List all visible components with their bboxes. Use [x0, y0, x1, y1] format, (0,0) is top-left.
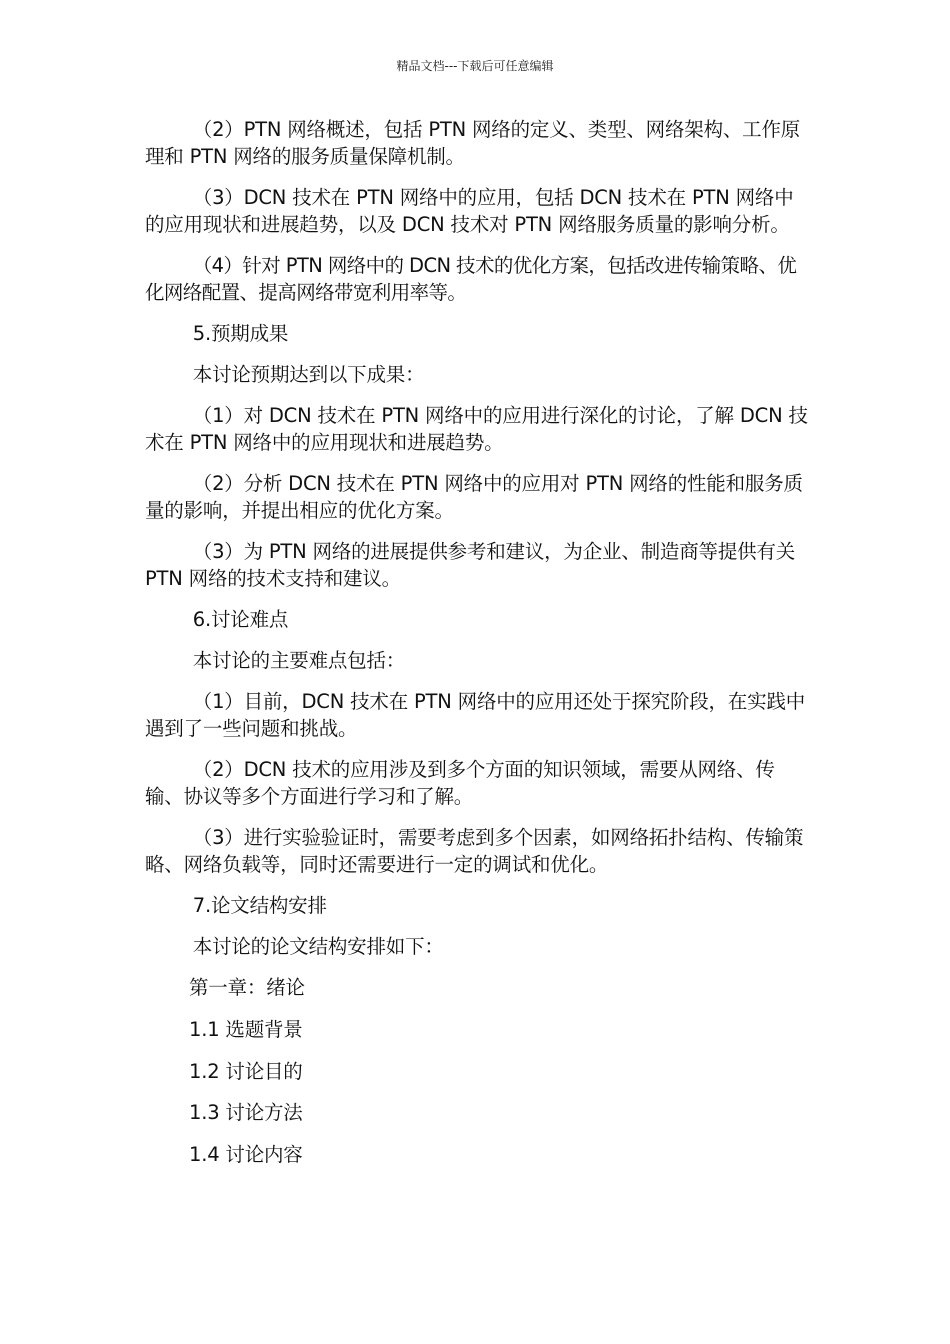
paragraph-result-3: （3）为 PTN 网络的进展提供参考和建议，为企业、制造商等提供有关 PTN 网络的技术支持和建议。 [145, 540, 796, 590]
paragraph-difficulty-3: （3）进行实验验证时，需要考虑到多个因素，如网络拓扑结构、传输策略、网络负载等，同时还需要进行一定的调试和优化。 [145, 826, 804, 876]
list-item-1-2: 1.2 讨论目的 [189, 1059, 303, 1083]
paragraph-difficulties-intro: 本讨论的主要难点包括： [192, 649, 406, 672]
list-item-1-3: 1.3 讨论方法 [189, 1101, 303, 1125]
paragraph-results-intro: 本讨论预期达到以下成果： [192, 363, 425, 386]
section-heading-expected-results: 5.预期成果 [192, 322, 289, 345]
list-item-chapter-1: 第一章：绪论 [189, 976, 305, 999]
paragraph-result-1: （1）对 DCN 技术在 PTN 网络中的应用进行深化的讨论，了解 DCN 技术在 PTN 网络中的应用现状和进展趋势。 [145, 404, 808, 454]
section-heading-thesis-structure: 7.论文结构安排 [192, 894, 327, 917]
paragraph-difficulty-2: （2）DCN 技术的应用涉及到多个方面的知识领域，需要从网络、传输、协议等多个方面进行学习和了解。 [145, 758, 775, 808]
page-header-watermark: 精品文档---下载后可任意编辑 [396, 59, 554, 73]
paragraph-result-2: （2）分析 DCN 技术在 PTN 网络中的应用对 PTN 网络的性能和服务质量的影响，并提出相应的优化方案。 [145, 472, 803, 522]
paragraph-structure-intro: 本讨论的论文结构安排如下： [192, 935, 444, 958]
paragraph-optimization-plan: （4）针对 PTN 网络中的 DCN 技术的优化方案，包括改进传输策略、优化网络配置、提高网络带宽利用率等。 [145, 254, 797, 304]
list-item-1-1: 1.1 选题背景 [189, 1017, 303, 1041]
list-item-1-4: 1.4 讨论内容 [189, 1143, 303, 1167]
paragraph-ptn-overview: （2）PTN 网络概述，包括 PTN 网络的定义、类型、网络架构、工作原理和 PTN 网络的服务质量保障机制。 [145, 118, 801, 168]
document-body [145, 116, 810, 1183]
section-heading-difficulties: 6.讨论难点 [192, 608, 289, 631]
paragraph-difficulty-1: （1）目前，DCN 技术在 PTN 网络中的应用还处于探究阶段，在实践中遇到了一些问题和挑战。 [145, 690, 806, 740]
paragraph-dcn-application: （3）DCN 技术在 PTN 网络中的应用，包括 DCN 技术在 PTN 网络中的应用现状和进展趋势，以及 DCN 技术对 PTN 网络服务质量的影响分析。 [145, 186, 794, 236]
